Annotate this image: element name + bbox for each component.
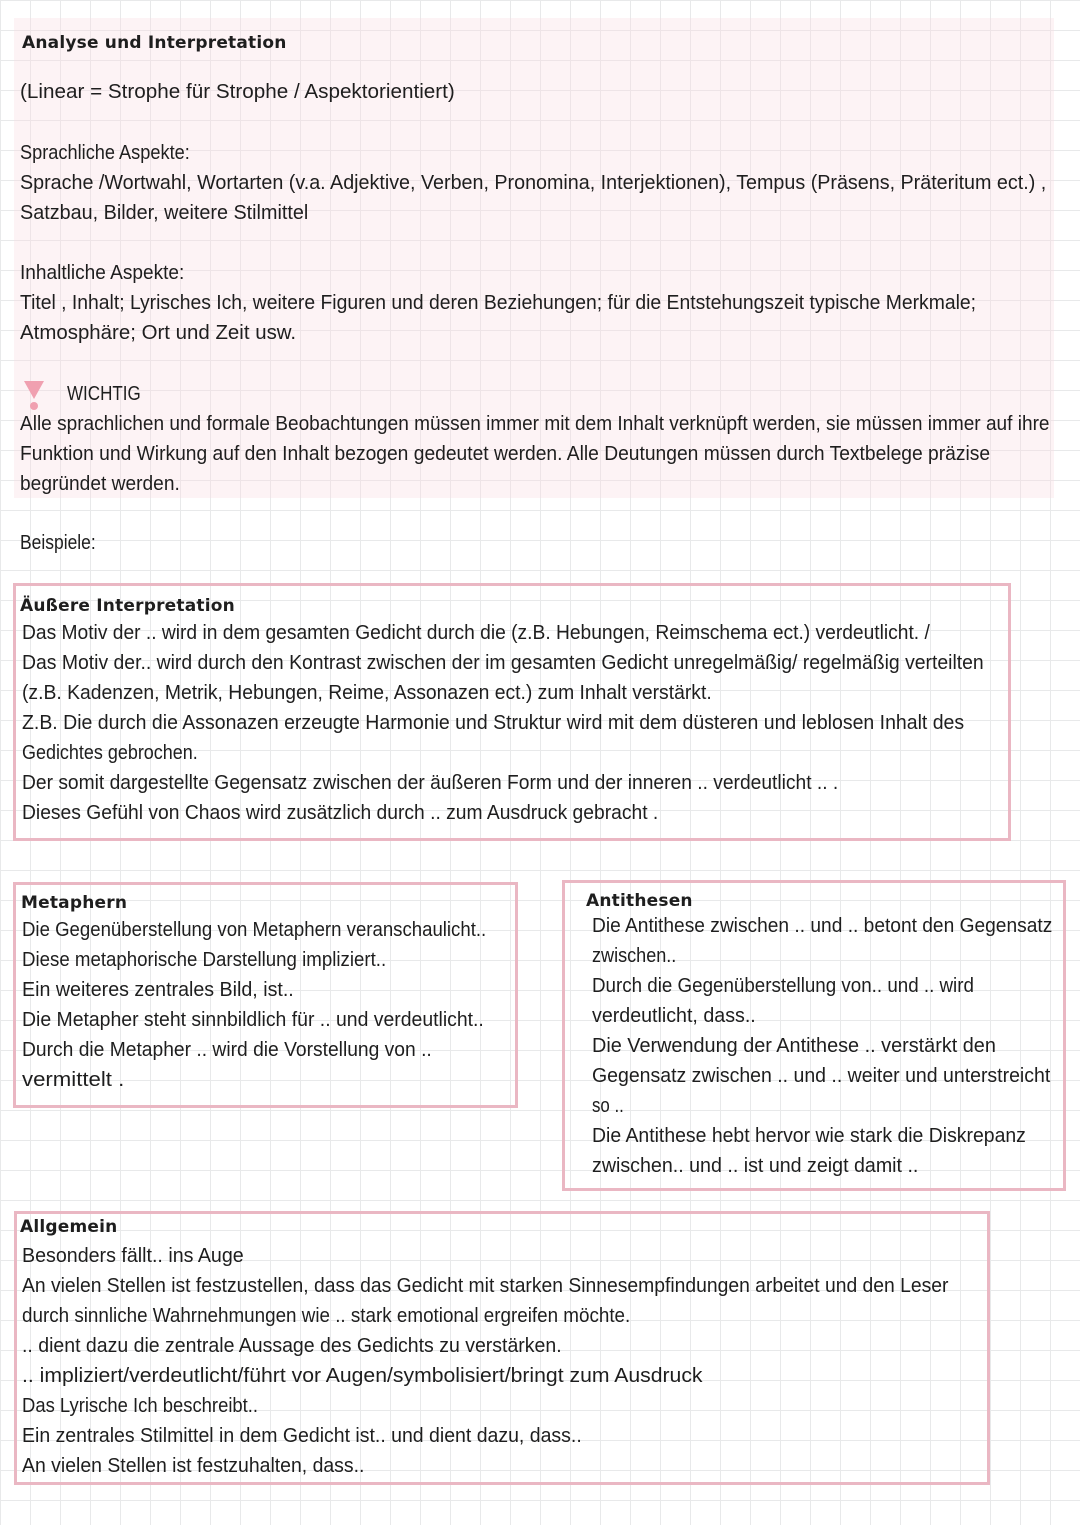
box-text-line: Das Lyrische Ich beschreibt..	[22, 1395, 259, 1417]
subtitle: (Linear = Strophe für Strophe / Aspektorientiert)	[20, 81, 455, 103]
box-text-line: Die Antithese zwischen .. und .. betont den Gegensatz	[592, 915, 1053, 937]
box-text-line: Die Antithese hebt hervor wie stark die Diskrepanz	[592, 1125, 1026, 1147]
wichtig-label: WICHTIG	[67, 383, 141, 405]
box-text-line: Das Motiv der .. wird in dem gesamten Gedicht durch die (z.B. Hebungen, Reimschema ect.) verdeutlicht. /	[22, 622, 930, 644]
box-text-line: .. impliziert/verdeutlicht/führt vor Augen/symbolisiert/bringt zum Ausdruck	[22, 1365, 703, 1387]
sprachlich-text-line: Sprache /Wortwahl, Wortarten (v.a. Adjektive, Verben, Pronomina, Interjektionen), Tempus (Präsens, Präteritum ect.) ,	[20, 172, 1047, 194]
box-text-line: Die Verwendung der Antithese .. verstärkt den	[592, 1035, 996, 1057]
metaphern-title: Metaphern	[21, 893, 128, 913]
wichtig-text-line: Funktion und Wirkung auf den Inhalt bezogen gedeutet werden. Alle Deutungen müssen durch Textbelege präzise	[20, 443, 991, 465]
antithesen-title: Antithesen	[586, 891, 693, 911]
exclamation-warning-icon	[22, 379, 46, 411]
box-text-line: Die Metapher steht sinnbildlich für .. und verdeutlicht..	[22, 1009, 484, 1031]
box-text-line: Ein zentrales Stilmittel in dem Gedicht ist.. und dient dazu, dass..	[22, 1425, 582, 1447]
box-text-line: verdeutlicht, dass..	[592, 1005, 756, 1027]
box-text-line: Die Gegenüberstellung von Metaphern veranschaulicht..	[22, 919, 487, 941]
inhaltlich-label: Inhaltliche Aspekte:	[20, 262, 185, 284]
wichtig-text-line: begründet werden.	[20, 473, 180, 495]
box-text-line: Gegensatz zwischen .. und .. weiter und unterstreicht	[592, 1065, 1051, 1087]
box-text-line: zwischen.. und .. ist und zeigt damit ..	[592, 1155, 919, 1177]
box-text-line: Besonders fällt.. ins Auge	[22, 1245, 244, 1267]
box-text-line: An vielen Stellen ist festzuhalten, dass..	[22, 1455, 365, 1477]
sprachlich-text-line: Satzbau, Bilder, weitere Stilmittel	[20, 202, 309, 224]
beispiele-label: Beispiele:	[20, 532, 96, 554]
box-text-line: .. dient dazu die zentrale Aussage des Gedichts zu verstärken.	[22, 1335, 562, 1357]
box-text-line: Das Motiv der.. wird durch den Kontrast zwischen der im gesamten Gedicht unregelmäßig/ regelmäßig verteilten	[22, 652, 984, 674]
sprachlich-label: Sprachliche Aspekte:	[20, 142, 190, 164]
box-text-line: Gedichtes gebrochen.	[22, 742, 198, 764]
box-text-line: Dieses Gefühl von Chaos wird zusätzlich durch .. zum Ausdruck gebracht .	[22, 802, 659, 824]
wichtig-text-line: Alle sprachlichen und formale Beobachtungen müssen immer mit dem Inhalt verknüpft werden, sie müssen immer auf ihre	[20, 413, 1050, 435]
box-text-line: so ..	[592, 1095, 624, 1117]
box-text-line: Ein weiteres zentrales Bild, ist..	[22, 979, 294, 1001]
page-title: Analyse und Interpretation	[22, 33, 287, 53]
box-text-line: An vielen Stellen ist festzustellen, dass das Gedicht mit starken Sinnesempfindungen arbeitet und den Leser	[22, 1275, 949, 1297]
box-text-line: durch sinnliche Wahrnehmungen wie .. stark emotional ergreifen möchte.	[22, 1305, 631, 1327]
inhaltlich-text-line: Titel , Inhalt; Lyrisches Ich, weitere Figuren und deren Beziehungen; für die Entstehungszeit typische Merkmale;	[20, 292, 977, 314]
box-text-line: Diese metaphorische Darstellung impliziert..	[22, 949, 387, 971]
box-text-line: vermittelt .	[22, 1069, 125, 1091]
aeussere-interpretation-title: Äußere Interpretation	[20, 596, 235, 616]
box-text-line: zwischen..	[592, 945, 677, 967]
inhaltlich-text-line: Atmosphäre; Ort und Zeit usw.	[20, 322, 297, 344]
box-text-line: Der somit dargestellte Gegensatz zwischen der äußeren Form und der inneren .. verdeutlicht .. .	[22, 772, 839, 794]
box-text-line: Durch die Metapher .. wird die Vorstellung von ..	[22, 1039, 432, 1061]
allgemein-title: Allgemein	[20, 1217, 118, 1237]
box-text-line: Durch die Gegenüberstellung von.. und .. wird	[592, 975, 974, 997]
box-text-line: Z.B. Die durch die Assonazen erzeugte Harmonie und Struktur wird mit dem düsteren und leblosen Inhalt des	[22, 712, 965, 734]
box-text-line: (z.B. Kadenzen, Metrik, Hebungen, Reime, Assonazen ect.) zum Inhalt verstärkt.	[22, 682, 712, 704]
